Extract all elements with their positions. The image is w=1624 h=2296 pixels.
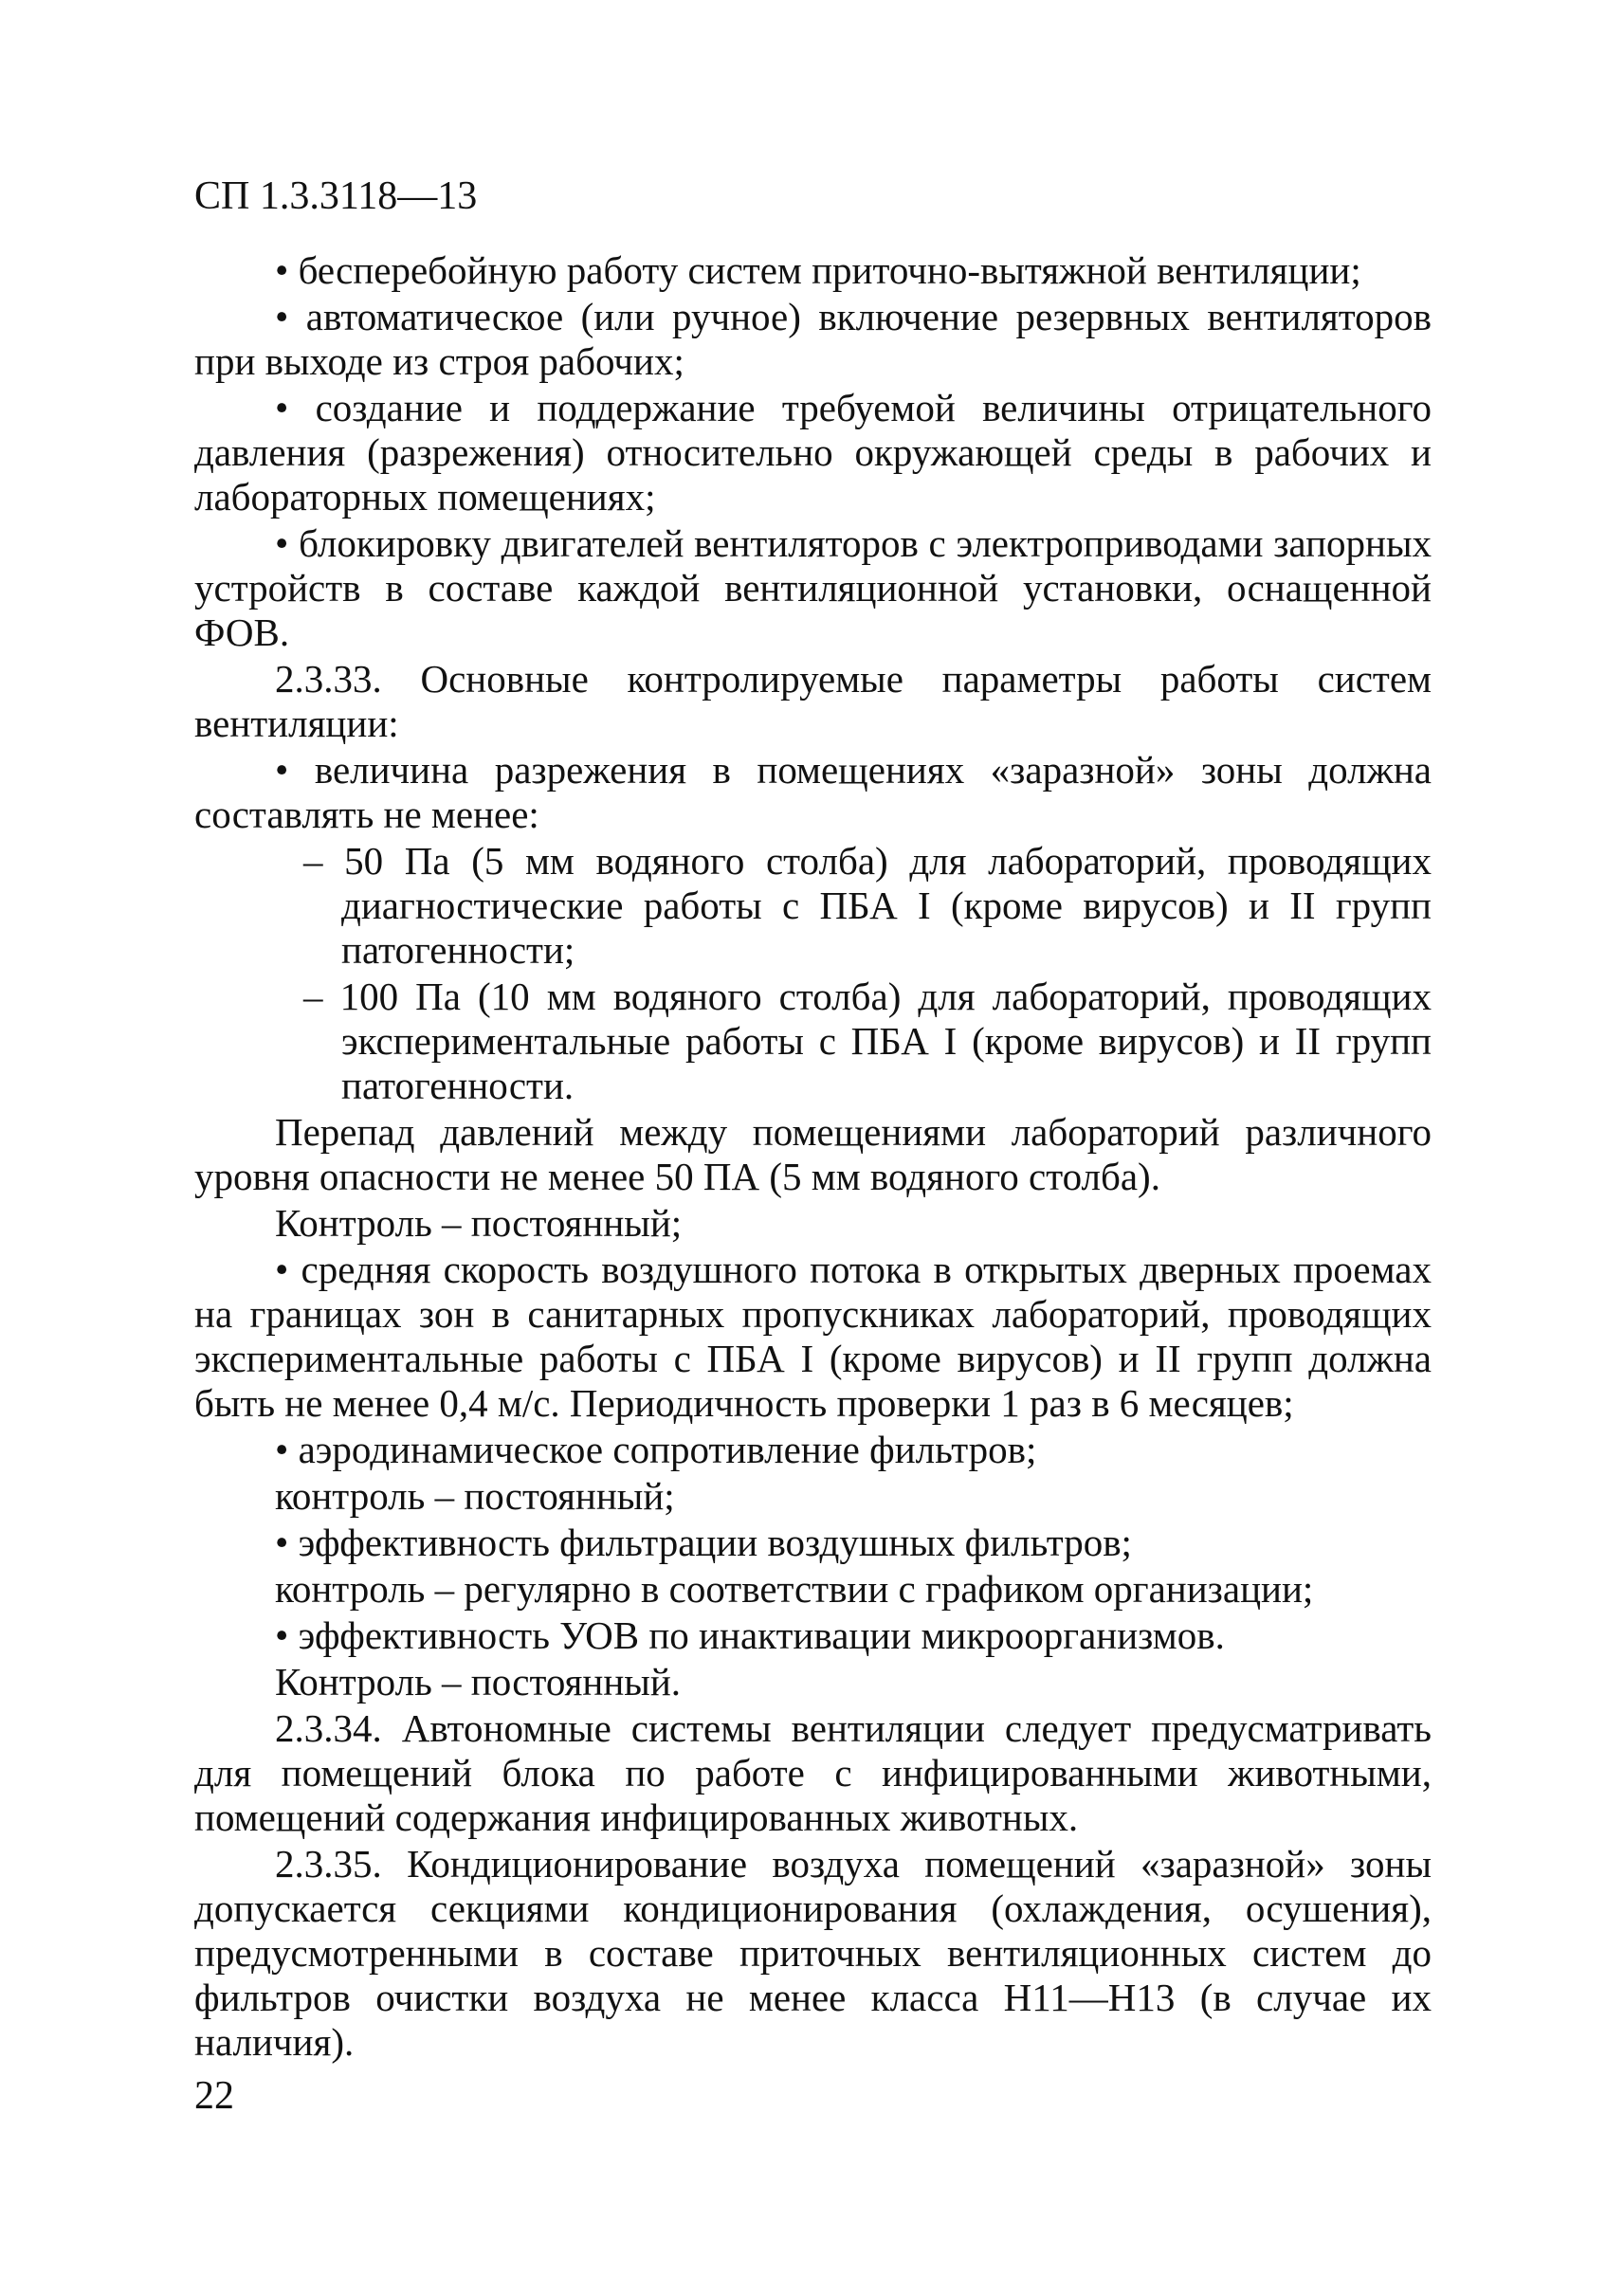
list-item: • бесперебойную работу систем приточно-вытяжной вентиляции; [275,248,1361,292]
list-item: • блокировку двигателей вентиляторов с электроприводами запорных устройств в составе каждой вентиляционной установки, оснащенной ФОВ. [194,521,1432,654]
control-note: Контроль – постоянный; [275,1201,683,1245]
paragraph: Перепад давлений между помещениями лабораторий различного уровня опасности не менее 50 ПА (5 мм водяного столба). [194,1110,1432,1198]
dash-item: – 50 Па (5 мм водяного столба) для лабораторий, проводящих диагностические работы с ПБА I (кроме вирусов) и II групп патогенности; [303,839,1432,972]
list-item: • эффективность УОВ по инактивации микроорганизмов. [275,1613,1225,1657]
section-paragraph-2-3-35: 2.3.35. Кондиционирование воздуха помещений «заразной» зоны допускается секциями кондиционирования (охлаждения, осушения), предусмотренными в составе приточных вентиляционных систем до фильтров очистки воздуха не менее класса Н11—Н13 (в случае их наличия). [194,1842,1432,2064]
list-item: • аэродинамическое сопротивление фильтров; [275,1428,1037,1471]
control-note: контроль – постоянный; [275,1474,675,1518]
section-paragraph-2-3-34: 2.3.34. Автономные системы вентиляции следует предусматривать для помещений блока по работе с инфицированными животными, помещений содержания инфицированных животных. [194,1706,1432,1839]
page-number: 22 [194,2074,234,2118]
list-item: • величина разрежения в помещениях «заразной» зоны должна составлять не менее: [194,748,1432,836]
control-note: Контроль – постоянный. [275,1660,682,1704]
list-item: • создание и поддержание требуемой величины отрицательного давления (разрежения) относительно окружающей среды в рабочих и лабораторных помещениях; [194,386,1432,519]
dash-item: – 100 Па (10 мм водяного столба) для лабораторий, проводящих экспериментальные работы с ПБА I (кроме вирусов) и II групп патогенности. [303,975,1432,1107]
control-note: контроль – регулярно в соответствии с графиком организации; [275,1567,1314,1611]
list-item: • автоматическое (или ручное) включение резервных вентиляторов при выходе из строя рабочих; [194,295,1432,383]
list-item: • эффективность фильтрации воздушных фильтров; [275,1521,1132,1564]
list-item: • средняя скорость воздушного потока в открытых дверных проемах на границах зон в санитарных пропускниках лабораторий, проводящих экспериментальные работы с ПБА I (кроме вирусов) и II групп должна быть не менее 0,4 м/с. Периодичность проверки 1 раз в 6 месяцев; [194,1248,1432,1425]
section-paragraph-2-3-33: 2.3.33. Основные контролируемые параметры работы систем вентиляции: [194,657,1432,745]
page-body [194,248,1432,2067]
document-code-header: СП 1.3.3118—13 [194,174,478,218]
